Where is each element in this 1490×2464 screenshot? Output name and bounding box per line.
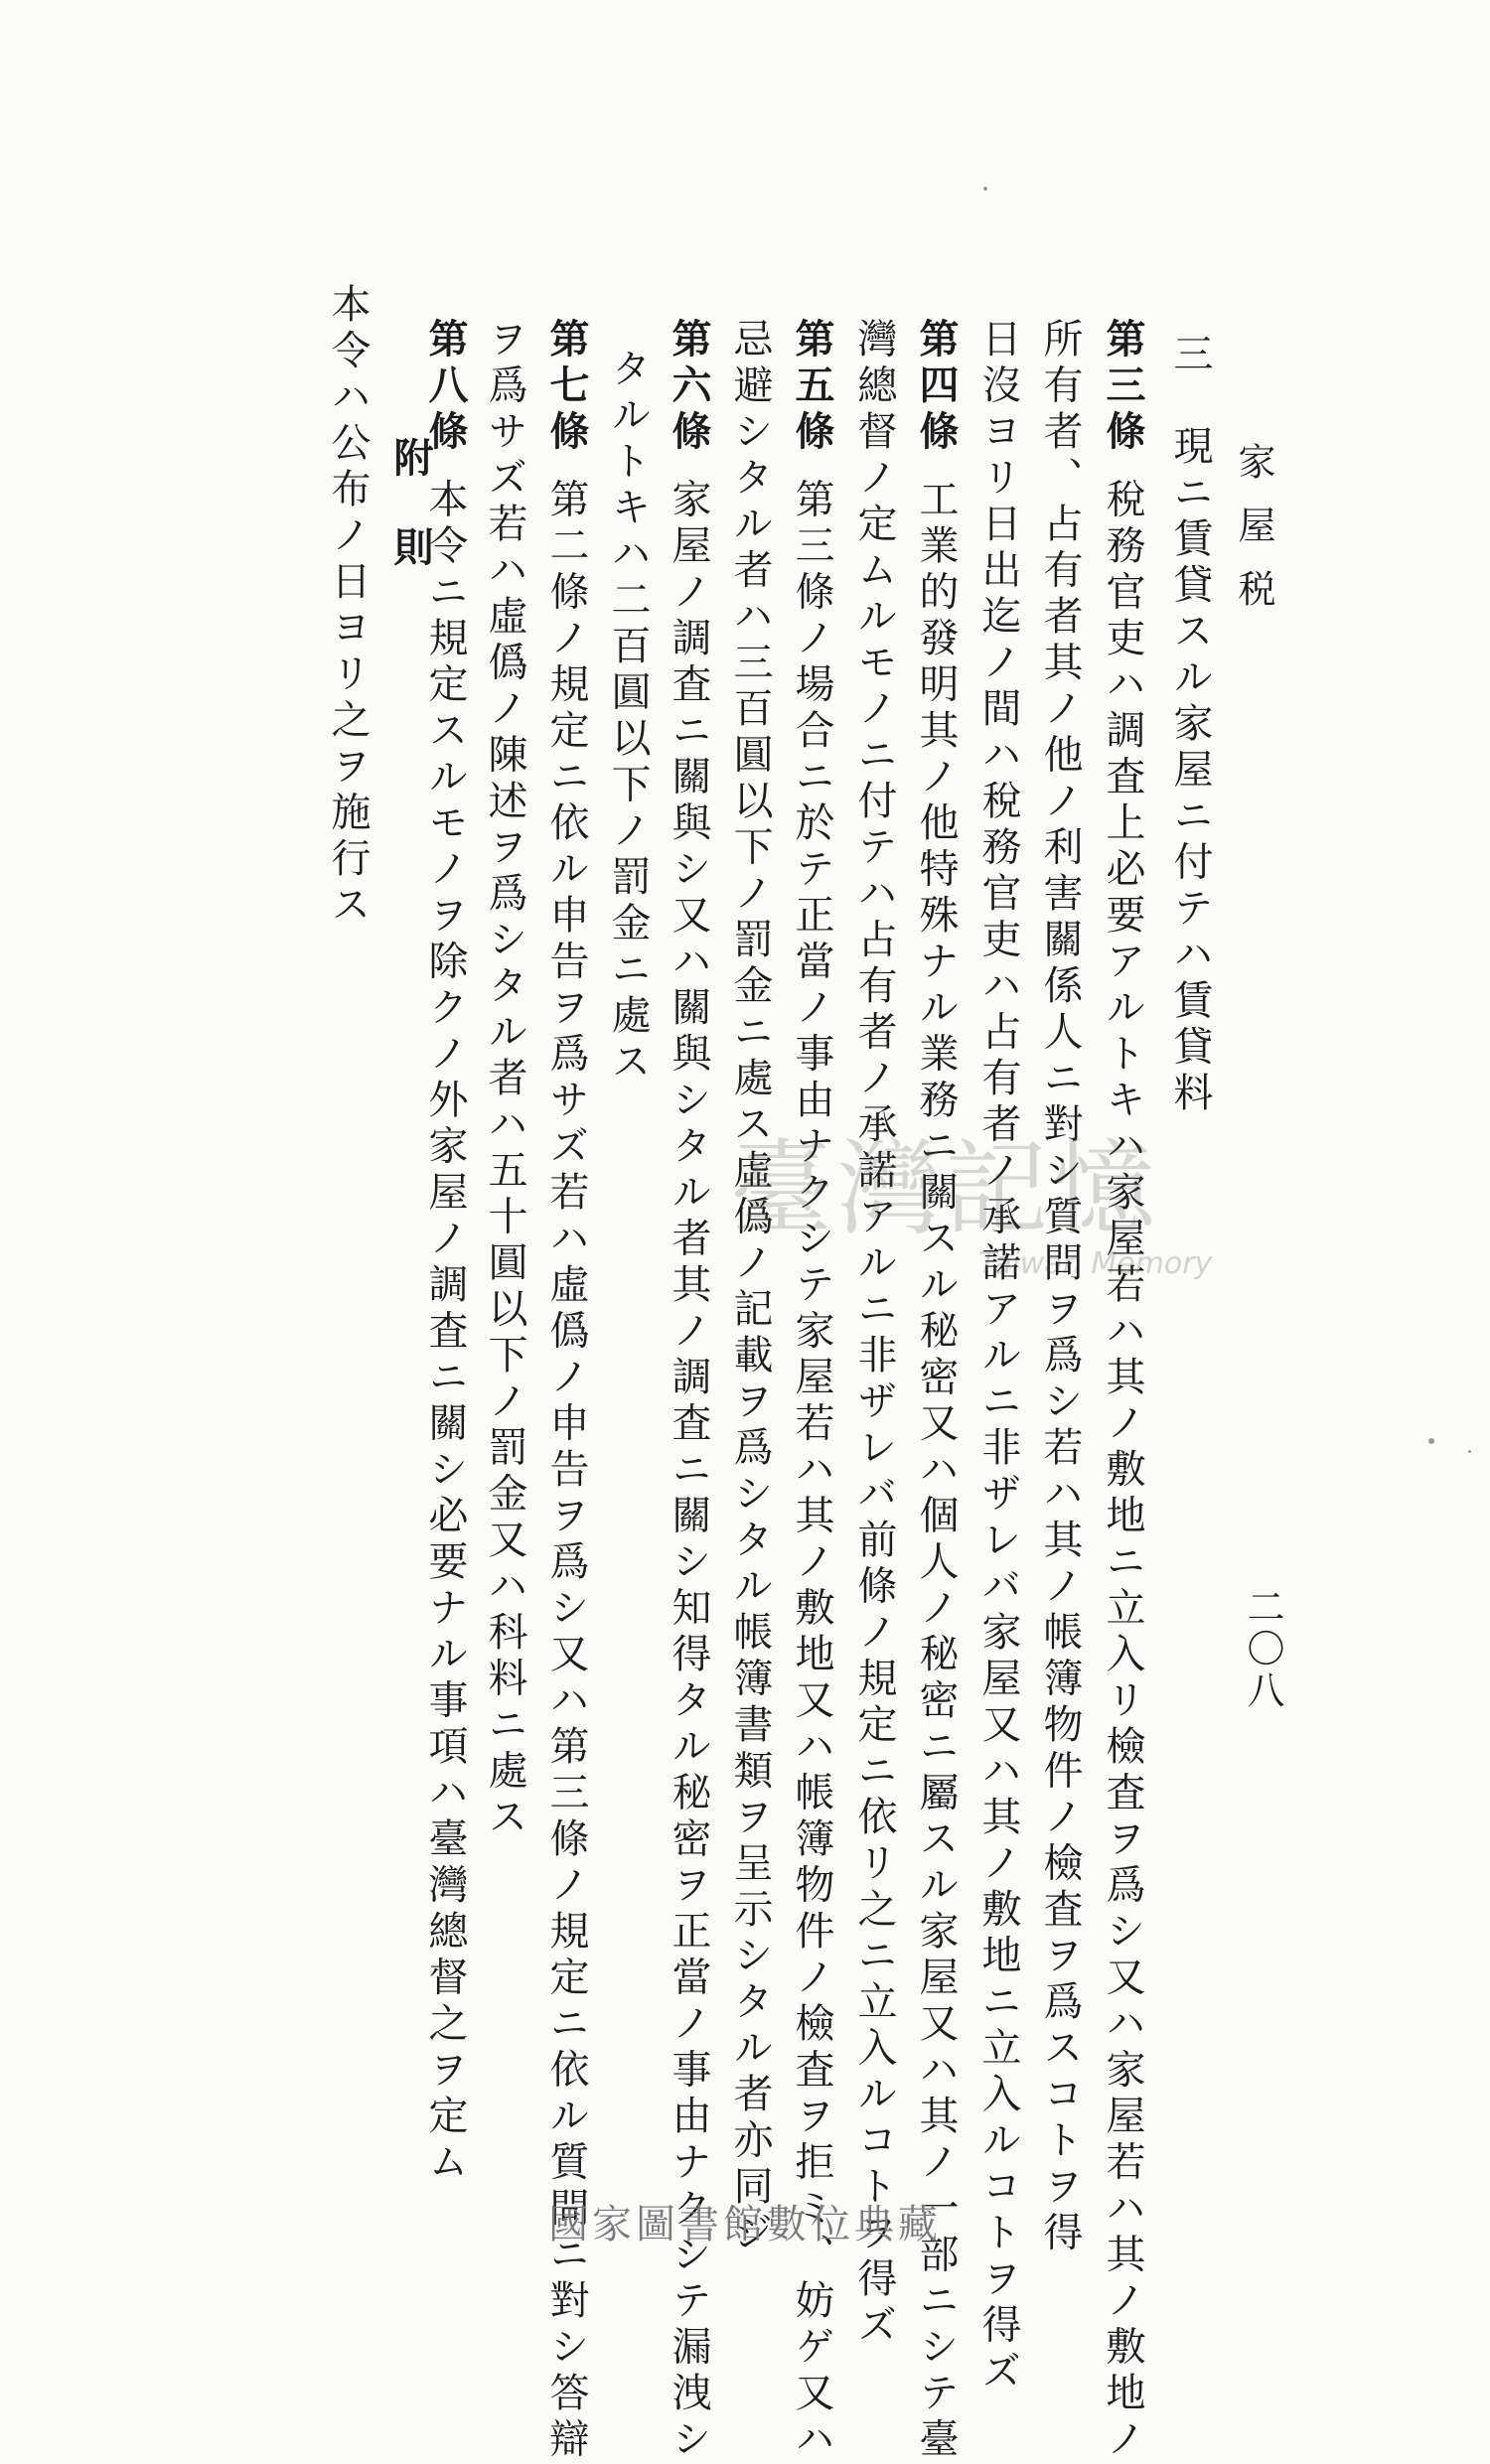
text-column-12: [485, 318, 524, 1842]
text-column-6: [854, 318, 894, 2350]
column-text: 第三條ノ場合ニ於テ正當ノ事由ナクシテ家屋若ハ其ノ敷地又ハ帳簿物件ノ檢査ヲ拒ミ、妨ゲ又ハ: [789, 479, 834, 2464]
article-5-label: 第五條: [789, 318, 835, 457]
text-column-7: [792, 318, 831, 2464]
supplementary-provisions-heading: [390, 437, 430, 616]
column-text: 日沒ヨリ日出迄ノ間ハ稅務官吏ハ占有者ノ承諾アルニ非ザレバ家屋又ハ其ノ敷地ニ立入ルコトヲ得ズ: [975, 318, 1021, 2396]
text-column-8: [730, 318, 770, 2257]
column-text: 家屋ノ調査ニ關與シ又ハ關與シタル者其ノ調査ニ關シ知得タル秘密ヲ正當ノ事由ナクシテ漏洩シ: [666, 479, 711, 2464]
column-text: 本令ニ規定スルモノヲ除クノ外家屋ノ調査ニ關シ必要ナル事項ハ臺灣總督之ヲ定ム: [422, 479, 468, 2188]
footer-archive-label: 國家圖書館數位典藏: [0, 2193, 1490, 2249]
text-column-2: [1103, 318, 1142, 2464]
column-text: 忌避シタル者ハ三百圓以下ノ罰金ニ處ス虛僞ノ記載ヲ爲シタル帳簿書類ヲ呈示シタル者亦同ジ: [727, 318, 773, 2257]
column-text: 附則: [387, 437, 434, 616]
article-7-label: 第七條: [543, 318, 590, 457]
text-column-10: [608, 348, 648, 1087]
scan-speck: [1428, 1438, 1434, 1444]
watermark-subtitle: Taiwan Memory: [978, 1246, 1247, 1281]
article-3-label: 第三條: [1100, 318, 1146, 457]
column-text: 工業的發明其ノ他特殊ナル業務ニ關スル秘密又ハ個人ノ秘密ニ屬スル家屋又ハ其ノ一部ニシテ臺: [913, 479, 959, 2464]
text-column-3: [1040, 318, 1080, 2257]
page-header-title: 家屋税: [1235, 442, 1272, 633]
column-text: ヲ爲サズ若ハ虛僞ノ陳述ヲ爲シタル者ハ五十圓以下ノ罰金又ハ科料ニ處ス: [482, 318, 527, 1842]
text-column-5: [916, 318, 956, 2464]
text-column-9: [669, 318, 708, 2464]
column-text: 稅務官吏ハ調査上必要アルトキハ家屋若ハ其ノ敷地ニ立入リ檢査ヲ爲シ又ハ家屋若ハ其ノ敷地ノ: [1100, 479, 1145, 2464]
scan-speck: [983, 187, 987, 191]
article-6-label: 第六條: [666, 318, 712, 457]
text-column-15: [328, 283, 368, 930]
column-text: 所有者、占有者其ノ他ノ利害關係人ニ對シ質問ヲ爲シ若ハ其ノ帳簿物件ノ檢査ヲ爲スコトヲ得: [1037, 318, 1083, 2257]
article-4-label: 第四條: [913, 318, 960, 457]
column-text: 第二條ノ規定ニ依ル申告ヲ爲サズ若ハ虛僞ノ申告ヲ爲シ又ハ第三條ノ規定ニ依ル質問ニ對シ答辯: [543, 479, 589, 2464]
column-text: 灣總督ノ定ムルモノニ付テハ占有者ノ承諾アルニ非ザレバ前條ノ規定ニ依リ之ニ立入ルコトヲ得ズ: [851, 318, 897, 2350]
watermark-title: 臺灣記憶: [730, 1137, 1247, 1240]
text-column-4: [978, 318, 1018, 2396]
text-column-1: [1170, 333, 1210, 1118]
text-column-11: [546, 318, 586, 2464]
article-8-label: 第八條: [422, 318, 469, 457]
scan-speck: [1468, 1450, 1471, 1453]
column-text: 本令ハ公布ノ日ヨリ之ヲ施行ス: [325, 283, 371, 930]
page-number: 二〇八: [1244, 1587, 1281, 1712]
column-text: 三 現ニ賃貸スル家屋ニ付テハ賃貸料: [1167, 333, 1213, 1118]
column-text: タルトキハ二百圓以下ノ罰金ニ處ス: [605, 348, 651, 1087]
